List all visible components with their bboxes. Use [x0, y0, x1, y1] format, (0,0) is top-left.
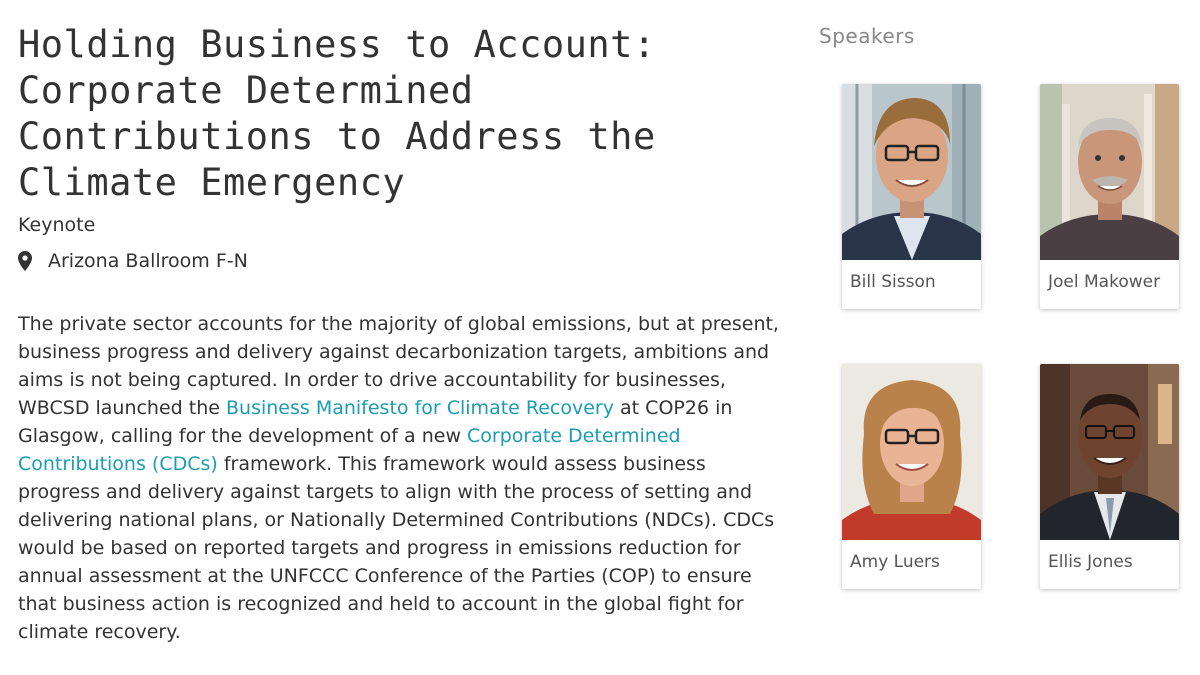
speaker-card-bill-sisson[interactable]	[842, 84, 981, 309]
speakers-heading: Speakers	[819, 24, 915, 48]
session-title: Holding Business to Account: Corporate Determined Contributions to Address the Climate Emergency	[18, 23, 656, 204]
cdc-framework-link[interactable]: Corporate Determined Contributions (CDCs)	[18, 425, 681, 475]
speaker-name: Ellis Jones	[1048, 552, 1133, 572]
speaker-card-joel-makower[interactable]	[1040, 84, 1179, 309]
session-detail	[18, 22, 788, 665]
speaker-name: Amy Luers	[850, 552, 940, 572]
speaker-name: Joel Makower	[1048, 272, 1161, 292]
speaker-photo	[842, 84, 981, 260]
speaker-photo	[1040, 364, 1179, 540]
description-text-1: The private sector accounts for the majority of global emissions, but at present, business progress and delivery against decarbonization targets, ambitions and aims is not being captured. In order to drive accountability for businesses, WBCSD launched the	[18, 313, 779, 419]
location-label: Arizona Ballroom F-N	[48, 250, 248, 272]
session-description	[18, 310, 788, 646]
session-location	[18, 250, 788, 272]
speaker-photo	[842, 364, 981, 540]
speaker-name: Bill Sisson	[850, 272, 936, 292]
session-type: Keynote	[18, 214, 96, 236]
speaker-card-ellis-jones[interactable]	[1040, 364, 1179, 589]
description-text-2: at COP26 in Glasgow, calling for the development of a new	[18, 397, 733, 447]
speaker-photo	[1040, 84, 1179, 260]
speaker-card-amy-luers[interactable]	[842, 364, 981, 589]
description-text-3: framework. This framework would assess business progress and delivery against targets to align with the process of setting and delivering national plans, or Nationally Determined Contributions (NDCs). CDCs would be based on reported targets and progress in emissions reduction for annual assessment at the UNFCCC Conference of the Parties (COP) to ensure that business action is recognized and held to account in the global fight for climate recovery.	[18, 453, 775, 643]
map-pin-icon	[18, 251, 32, 271]
business-manifesto-link[interactable]: Business Manifesto for Climate Recovery	[226, 397, 614, 419]
